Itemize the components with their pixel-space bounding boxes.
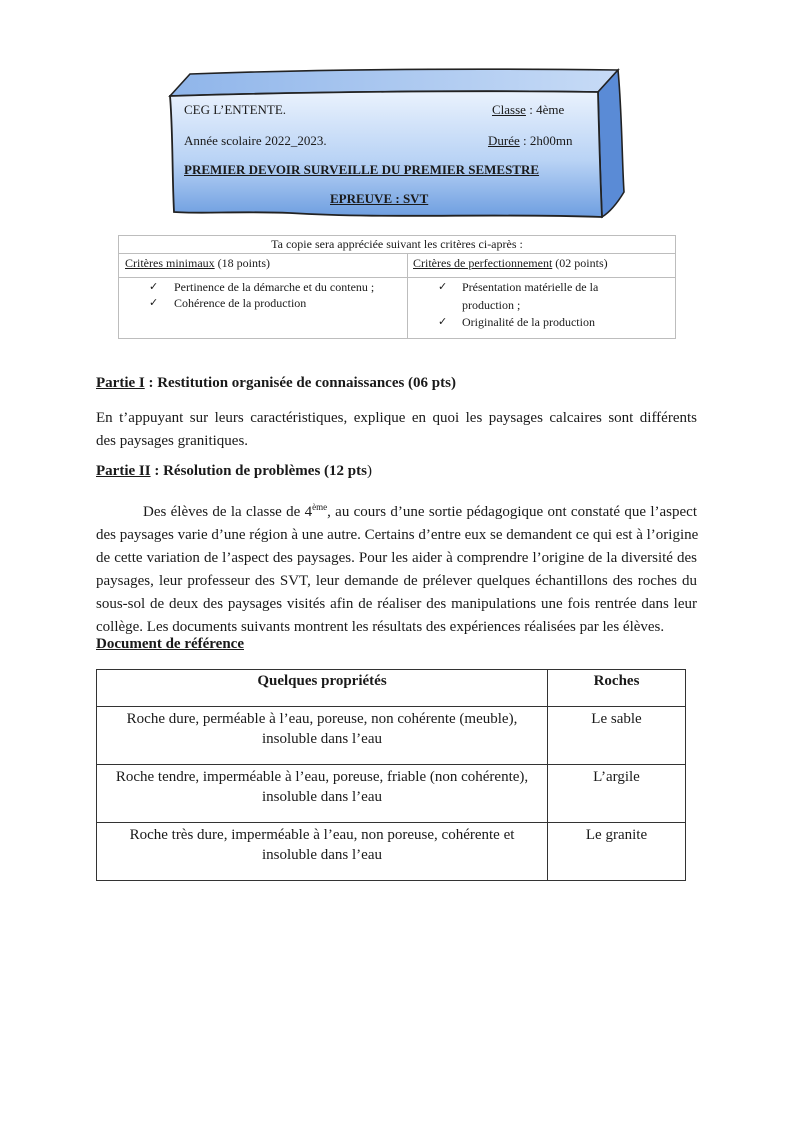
header-banner — [150, 62, 635, 227]
cell-line: insoluble dans l’eau — [262, 847, 382, 863]
duration-info — [488, 133, 573, 149]
properties-cell — [97, 823, 548, 881]
school-name: CEG L’ENTENTE. — [184, 102, 287, 117]
text-line: sous-sol de deux des paysages visités afin de réaliser des manipulations une fois rentrée dans leur — [96, 596, 697, 612]
criteria-intro: Ta copie sera appréciée suivant les critères ci-après : — [271, 237, 523, 251]
perf-criteria-header — [413, 256, 608, 271]
class-label: Classe — [492, 102, 526, 117]
text-line: de cette variation de l’aspect des paysages. Pour les aider à comprendre l’origine de la diversité des — [96, 550, 697, 566]
part1-text — [96, 407, 697, 453]
criteria-column-divider — [407, 253, 408, 339]
text-line — [96, 496, 697, 524]
check-icon: ✓ — [438, 281, 448, 293]
part1-title: : Restitution organisée de connaissances (06 pts) — [144, 375, 456, 391]
duration-value: : 2h00mn — [519, 133, 573, 148]
part2-title: : Résolution de problèmes (12 pts — [150, 463, 367, 479]
rock-cell: Le sable — [548, 707, 686, 765]
criteria-header-divider — [119, 277, 675, 278]
class-info — [492, 102, 564, 118]
properties-cell — [97, 765, 548, 823]
cell-line: insoluble dans l’eau — [262, 789, 382, 805]
part2-text — [96, 496, 697, 639]
table-header-row — [97, 670, 686, 707]
min-criteria-points: (18 points) — [214, 256, 270, 270]
cell-line: insoluble dans l’eau — [262, 731, 382, 747]
check-icon: ✓ — [149, 297, 159, 309]
rock-cell: L’argile — [548, 765, 686, 823]
cell-line: Roche tendre, imperméable à l’eau, poreuse, friable (non cohérente), — [115, 769, 529, 785]
part2-heading — [96, 463, 372, 480]
cell-line: Roche très dure, imperméable à l’eau, non poreuse, cohérente et — [129, 827, 515, 843]
criteria-table — [118, 235, 676, 339]
exam-title: PREMIER DEVOIR SURVEILLE DU PREMIER SEMESTRE — [184, 162, 540, 177]
part1-heading — [96, 375, 456, 392]
text-line: En t’appuyant sur leurs caractéristiques, explique en quoi les paysages calcaires sont différents — [96, 410, 697, 426]
min-criteria-header — [125, 256, 270, 271]
text-line: des paysages granitiques. — [96, 433, 249, 449]
check-icon: ✓ — [149, 281, 159, 293]
superscript: ème — [312, 502, 328, 512]
perf-criteria-item-cont: production ; — [462, 298, 521, 312]
text-line: paysages, leur professeur des SVT, leur demande de prélever quelques échantillons des roches du — [96, 573, 697, 589]
column-header: Quelques propriétés — [97, 670, 548, 707]
perf-criteria-label: Critères de perfectionnement — [413, 256, 553, 270]
check-icon: ✓ — [438, 316, 448, 328]
part1-label: Partie I — [96, 375, 145, 391]
part2-label: Partie II — [96, 463, 151, 479]
rock-cell: Le granite — [548, 823, 686, 881]
perf-criteria-item: Présentation matérielle de la — [462, 280, 599, 294]
cell-line: Roche dure, perméable à l’eau, poreuse, non cohérente (meuble), — [126, 711, 518, 727]
school-year: Année scolaire 2022_2023. — [184, 133, 327, 148]
min-criteria-label: Critères minimaux — [125, 256, 215, 270]
reference-table — [96, 669, 686, 881]
exam-subject: EPREUVE : SVT — [330, 191, 429, 206]
table-row — [97, 765, 686, 823]
duration-label: Durée — [488, 133, 520, 148]
table-row — [97, 823, 686, 881]
text-fragment: , au cours d’une sortie pédagogique ont constaté que l’aspect — [327, 504, 697, 520]
properties-cell — [97, 707, 548, 765]
text-line: des paysages varie d’une région à une autre. Certains d’entre eux se demandent ce qui est à l’origine — [96, 527, 699, 543]
criteria-divider — [119, 253, 675, 254]
text-line: collège. Les documents suivants montrent les résultats des expériences réalisées par les élèves. — [96, 619, 665, 635]
column-header: Roches — [548, 670, 686, 707]
document-title: Document de référence — [96, 636, 244, 652]
min-criteria-item: Cohérence de la production — [174, 296, 307, 310]
part2-title-end: ) — [366, 463, 372, 479]
perf-criteria-item: Originalité de la production — [462, 315, 595, 329]
table-row — [97, 707, 686, 765]
text-fragment: Des élèves de la classe de 4 — [143, 504, 313, 520]
class-value: : 4ème — [525, 102, 565, 117]
min-criteria-item: Pertinence de la démarche et du contenu ; — [174, 280, 375, 294]
perf-criteria-points: (02 points) — [552, 256, 608, 270]
